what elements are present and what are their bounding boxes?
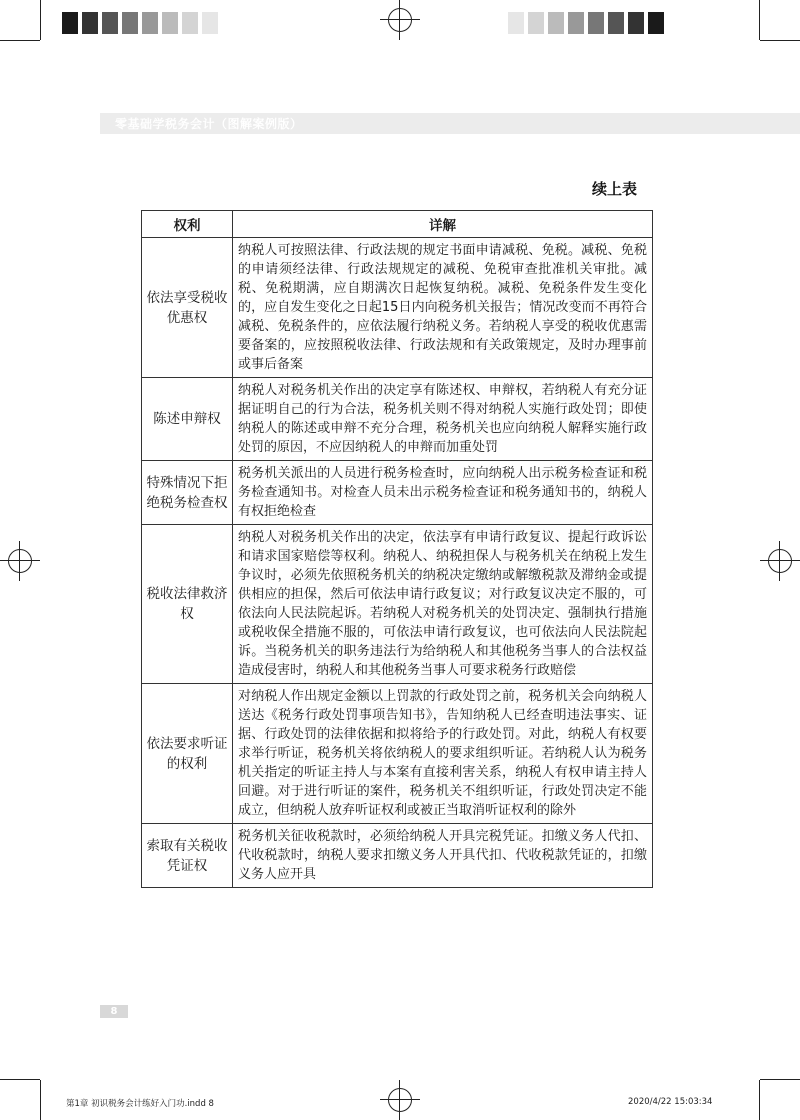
crop-mark	[40, 1080, 41, 1120]
table-row	[142, 461, 653, 525]
calibration-swatch	[508, 12, 524, 34]
registration-mark-top	[380, 0, 420, 40]
crop-mark	[760, 40, 800, 41]
calibration-swatch	[142, 12, 158, 34]
calibration-swatch	[608, 12, 624, 34]
column-header-rights: 权利	[142, 211, 233, 238]
calibration-swatch	[122, 12, 138, 34]
calibration-swatch	[528, 12, 544, 34]
book-title: 零基础学税务会计（图解案例版）	[115, 117, 303, 131]
calibration-swatch	[548, 12, 564, 34]
crop-mark	[0, 1079, 40, 1080]
right-name: 特殊情况下拒绝税务检查权	[142, 461, 233, 525]
right-name: 依法享受税收优惠权	[142, 238, 233, 378]
calibration-swatch	[588, 12, 604, 34]
registration-mark-left	[0, 541, 40, 581]
color-calibration-strip-left	[62, 12, 222, 34]
color-calibration-strip-right	[508, 12, 668, 34]
calibration-swatch	[102, 12, 118, 34]
table-row	[142, 525, 653, 684]
calibration-swatch	[62, 12, 78, 34]
right-detail: 税务机关派出的人员进行税务检查时，应向纳税人出示税务检查证和税务检查通知书。对检查人员未出示税务检查证和税务通知书的，纳税人有权拒绝检查	[233, 461, 653, 525]
rights-table	[141, 210, 653, 888]
right-detail: 对纳税人作出规定金额以上罚款的行政处罚之前，税务机关会向纳税人送达《税务行政处罚事项告知书》，告知纳税人已经查明违法事实、证据、行政处罚的法律依据和拟将给予的行政处罚。对此，纳税人有权要求举行听证，税务机关将依纳税人的要求组织听证。若纳税人认为税务机关指定的听证主持人与本案有直接利害关系，纳税人有权申请主持人回避。对于进行听证的案件，税务机关不组织听证，行政处罚决定不能成立，但纳税人放弃听证权利或被正当取消听证权利的除外	[233, 684, 653, 824]
calibration-swatch	[202, 12, 218, 34]
registration-mark-bottom	[380, 1080, 420, 1120]
crop-mark	[0, 40, 40, 41]
registration-mark-right	[760, 541, 800, 581]
table-row	[142, 684, 653, 824]
crop-mark	[760, 1079, 800, 1080]
calibration-swatch	[628, 12, 644, 34]
print-file-info: 第1章 初识税务会计练好入门功.indd 8	[66, 1099, 214, 1109]
continued-label: 续上表	[592, 180, 638, 198]
crop-mark	[759, 1080, 760, 1120]
right-detail: 纳税人对税务机关作出的决定，依法享有申请行政复议、提起行政诉讼和请求国家赔偿等权利。纳税人、纳税担保人与税务机关在纳税上发生争议时，必须先依照税务机关的纳税决定缴纳或解缴税款及滞纳金或提供相应的担保，然后可依法申请行政复议；对行政复议决定不服的，可依法向人民法院起诉。若纳税人对税务机关的处罚决定、强制执行措施或税收保全措施不服的，可依法申请行政复议，也可依法向人民法院起诉。当税务机关的职务违法行为给纳税人和其他税务当事人的合法权益造成侵害时，纳税人和其他税务当事人可要求税务行政赔偿	[233, 525, 653, 684]
table-row	[142, 378, 653, 461]
page-number: 8	[110, 1006, 118, 1017]
right-name: 索取有关税收凭证权	[142, 824, 233, 888]
calibration-swatch	[182, 12, 198, 34]
calibration-swatch	[162, 12, 178, 34]
table-row	[142, 238, 653, 378]
table-row	[142, 824, 653, 888]
right-name: 依法要求听证的权利	[142, 684, 233, 824]
right-name: 陈述申辩权	[142, 378, 233, 461]
crop-mark	[40, 0, 41, 40]
calibration-swatch	[568, 12, 584, 34]
right-detail: 税务机关征收税款时，必须给纳税人开具完税凭证。扣缴义务人代扣、代收税款时，纳税人要求扣缴义务人开具代扣、代收税款凭证的，扣缴义务人应开具	[233, 824, 653, 888]
right-detail: 纳税人可按照法律、行政法规的规定书面申请减税、免税。减税、免税的申请须经法律、行政法规规定的减税、免税审查批准机关审批。减税、免税期满，应自期满次日起恢复纳税。减税、免税条件发生变化的，应自发生变化之日起15日内向税务机关报告；情况改变而不再符合减税、免税条件的，应依法履行纳税义务。若纳税人享受的税收优惠需要备案的，应按照税收法律、行政法规和有关政策规定，及时办理事前或事后备案	[233, 238, 653, 378]
column-header-details: 详解	[233, 211, 653, 238]
right-name: 税收法律救济权	[142, 525, 233, 684]
print-timestamp: 2020/4/22 15:03:34	[628, 1097, 713, 1107]
calibration-swatch	[648, 12, 664, 34]
calibration-swatch	[82, 12, 98, 34]
crop-mark	[759, 0, 760, 40]
right-detail: 纳税人对税务机关作出的决定享有陈述权、申辩权，若纳税人有充分证据证明自己的行为合法，税务机关则不得对纳税人实施行政处罚；即使纳税人的陈述或申辩不充分合理，税务机关也应向纳税人解释实施行政处罚的原因，不应因纳税人的申辩而加重处罚	[233, 378, 653, 461]
table-header-row	[142, 211, 653, 238]
